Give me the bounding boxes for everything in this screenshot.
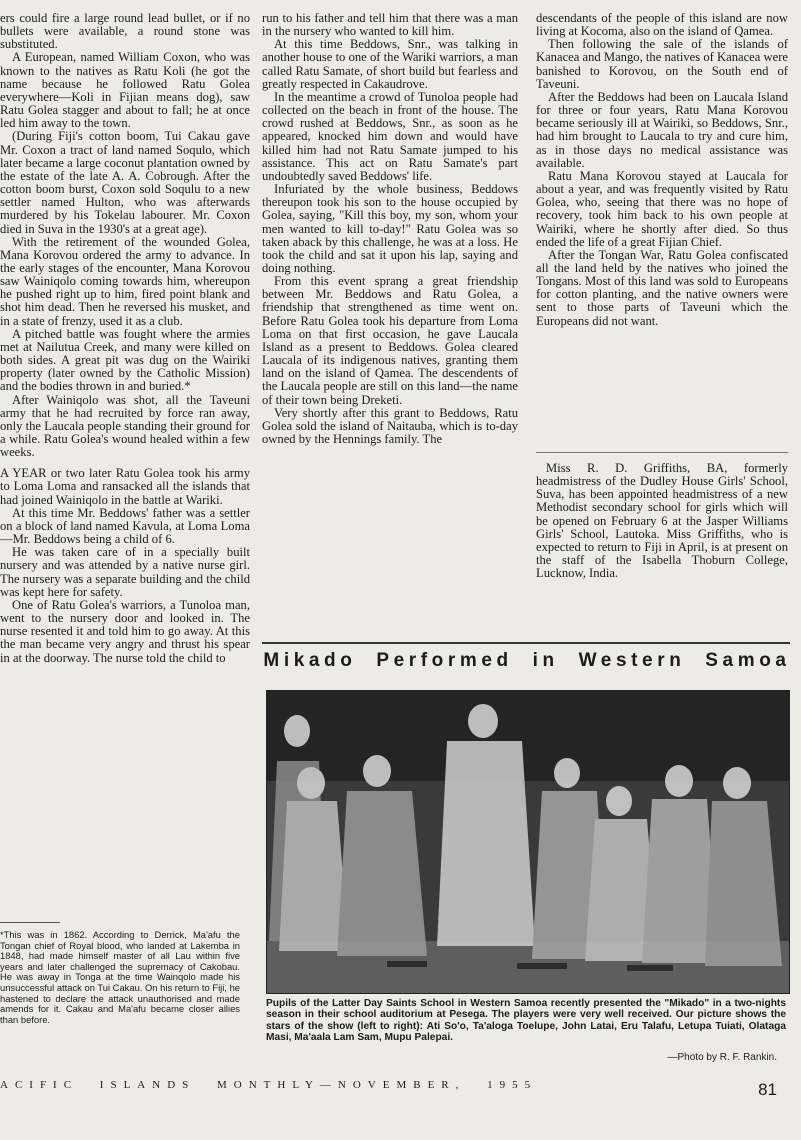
paragraph: Very shortly after this grant to Beddows, Ratu Golea sold the island of Naitauba, which is to-day owned by the Hennings family. The — [262, 405, 518, 446]
paragraph: In the meantime a crowd of Tunoloa people had collected on the beach in front of the house. The crowd rushed at Beddows, Snr., as soon as he appeared, knocked him down and would have killed him had not Ratu Samate jumped to his assistance. This act on Ratu Samate's part undoubtedly saved Beddows' life. — [262, 89, 518, 183]
paragraph: From this event sprang a great friendship between Mr. Beddows and Ratu Golea, a friendship that strengthened as time went on. Before Ratu Golea took his departure from Loma Loma on that first occasion, he gave Laucala Island as a present to Beddows. Golea cleared Laucala of its indigenous natives, granting them land on the island of Qamea. The descendents of the Laucala people are still on this land—the name of their town being Dreketi. — [262, 274, 518, 407]
paragraph: descendants of the people of this island are now living at Kocoma, also on the island of Qamea. — [536, 11, 788, 39]
column-divider — [536, 452, 788, 453]
paragraph: At this time Beddows, Snr., was talking in another house to one of the Wariki warriors, a man called Ratu Samate, of short build but fearless and greatly respected in Cakaudrove. — [262, 37, 518, 91]
paragraph: At this time Mr. Beddows' father was a settler on a block of land named Kavula, at Loma Loma—Mr. Beddows being a child of 6. — [0, 505, 250, 547]
page-number: 81 — [758, 1080, 777, 1099]
paragraph: A European, named William Coxon, who was known to the natives as Ratu Koli (he got the name because he followed Ratu Golea everywhere—Koli in Fijian means dog), saw Ratu Golea stagger and about to fall; he at once led him away to the town. — [0, 50, 250, 131]
paragraph: He was taken care of in a specially built nursery and was attended by a native nurse girl. The nursery was a separate building and the child was kept here for safety. — [0, 545, 250, 599]
paragraph: After the Tongan War, Ratu Golea confiscated all the land held by the natives who joined the Tongans. Most of this land was sold to Europeans for cotton planting, and the native owners were sent to those parts of Taveuni which the Europeans did not want. — [536, 247, 788, 328]
paragraph: Ratu Mana Korovou stayed at Laucala for about a year, and was frequently visited by Ratu Golea, who, seeing that there was no hope of recovery, took him back to his own people at Wairiki, where he shortly after died. So thus ended the life of a great Fijian Chief. — [536, 168, 788, 249]
news-notice — [536, 462, 788, 580]
notice-text: Miss R. D. Griffiths, BA, formerly headmistress of the Dudley House Girls' School, Suva, has been appointed headmistress of a new Methodist secondary school for girls which will be opened on February 6 at the Jasper Williams Girls' School, Lautoka. Miss Griffiths, who is expected to return to Fiji in April, is at present on the staff of the Isabella Thoburn College, Lucknow, India. — [536, 461, 788, 581]
paragraph: ers could fire a large round lead bullet, or if no bullets were available, a round stone was substituted. — [0, 11, 250, 52]
paragraph: A pitched battle was fought where the armies met at Nailutua Creek, and many were killed on both sides. A great pit was dug on the Wairiki property (later owned by the Catholic Mission) and the bodies thrown in and buried.* — [0, 326, 250, 394]
paragraph: One of Ratu Golea's warriors, a Tunoloa man, went to the nursery door and looked in. The nurse resented it and told him to go away. At this the man became very angry and thrust his spear in at the doorway. The nurse told the child to — [0, 597, 250, 665]
paragraph: Then following the sale of the islands of Kanacea and Mango, the natives of Kanacea were banished to Korovou, on the South end of Taveuni. — [536, 37, 788, 91]
paragraph: run to his father and tell him that there was a man in the nursery who wanted to kill him. — [262, 11, 518, 39]
paragraph: After the Beddows had been on Laucala Island for three or four years, Ratu Mana Korovou became seriously ill at Wairiki, so Beddows, Snr., had him brought to Laucala to try and cure him, as in those days no medical assistance was available. — [536, 89, 788, 170]
footnote: *This was in 1862. According to Derrick, Ma'afu the Tongan chief of Royal blood, who landed at Lakemba in 1848, had made himself master of all Lau within five years and later challenged the supremacy of Cakobau. He was away in Tonga at the time Wainqolo made his unsuccessful attack on Tui Cakau. On his return to Fiji, he hastened to declare the attack unauthorised and made amends for it. Cakau and Ma'afu became closer allies than before. — [0, 929, 240, 1025]
section-opening-paragraph: A YEAR or two later Ratu Golea took his army to Loma Loma and ransacked all the islands that had joined Wainiqolo in the battle at Wariki. — [0, 466, 250, 507]
paragraph: (During Fiji's cotton boom, Tui Cakau gave Mr. Coxon a tract of land named Soqulo, which later became a large coconut plantation owned by the estate of the late A. A. Cobrough. After the cotton boom burst, Coxon sold Soqulu to a new settler named Hulton, who was afterwards murdered by his Tokelau labourer. Mr. Coxon died in Suva in the 1930's at a great age). — [0, 129, 250, 236]
photo-illustration — [267, 691, 789, 993]
paragraph: With the retirement of the wounded Golea, Mana Korovou ordered the army to advance. In the early stages of the encounter, Mana Korovou saw Wainiqolo coming towards him, whereupon he pushed right up to him, fired point blank and shot him dead. Then he reversed his musket, and in a state of frenzy, used it as a club. — [0, 234, 250, 328]
photo-credit: —Photo by R. F. Rankin. — [667, 1052, 777, 1063]
mikado-cast-photo — [266, 690, 790, 994]
article-column-2 — [262, 12, 518, 446]
photo-caption: Pupils of the Latter Day Saints School in Western Samoa recently presented the "Mikado" in a two-nights season in their school auditorium at Pesega. The players were very well received. Our picture shows the stars of the show (left to right): Ati So'o, Ta'aloga Toelupe, John Latai, Eru Talafu, Letupa Tuiati, Olataga Masi, Ma'aala Lam Sam, Mupu Palepai. — [266, 998, 786, 1044]
article-column-3 — [536, 12, 788, 328]
page-footer: ACIFIC ISLANDS MONTHLY—NOVEMBER, 1955 — [0, 1079, 538, 1091]
photo-headline: Mikado Performed in Western Samoa — [263, 650, 791, 671]
paragraph: After Wainiqolo was shot, all the Taveuni army that he had recruited by force ran away, only the Laucala people standing their ground for a while. Ratu Golea's wound healed within a few weeks. — [0, 392, 250, 460]
headline-rule — [262, 642, 790, 644]
footnote-divider — [0, 922, 60, 923]
article-column-1 — [0, 12, 250, 665]
paragraph: Infuriated by the whole business, Beddows thereupon took his son to the house occupied by Golea, saying, "Kill this boy, my son, whom your men wanted to kill to-day!" Ratu Golea was so taken aback by this challenge, he was at a loss. He took the child and sat it upon his lap, saying and doing nothing. — [262, 182, 518, 275]
